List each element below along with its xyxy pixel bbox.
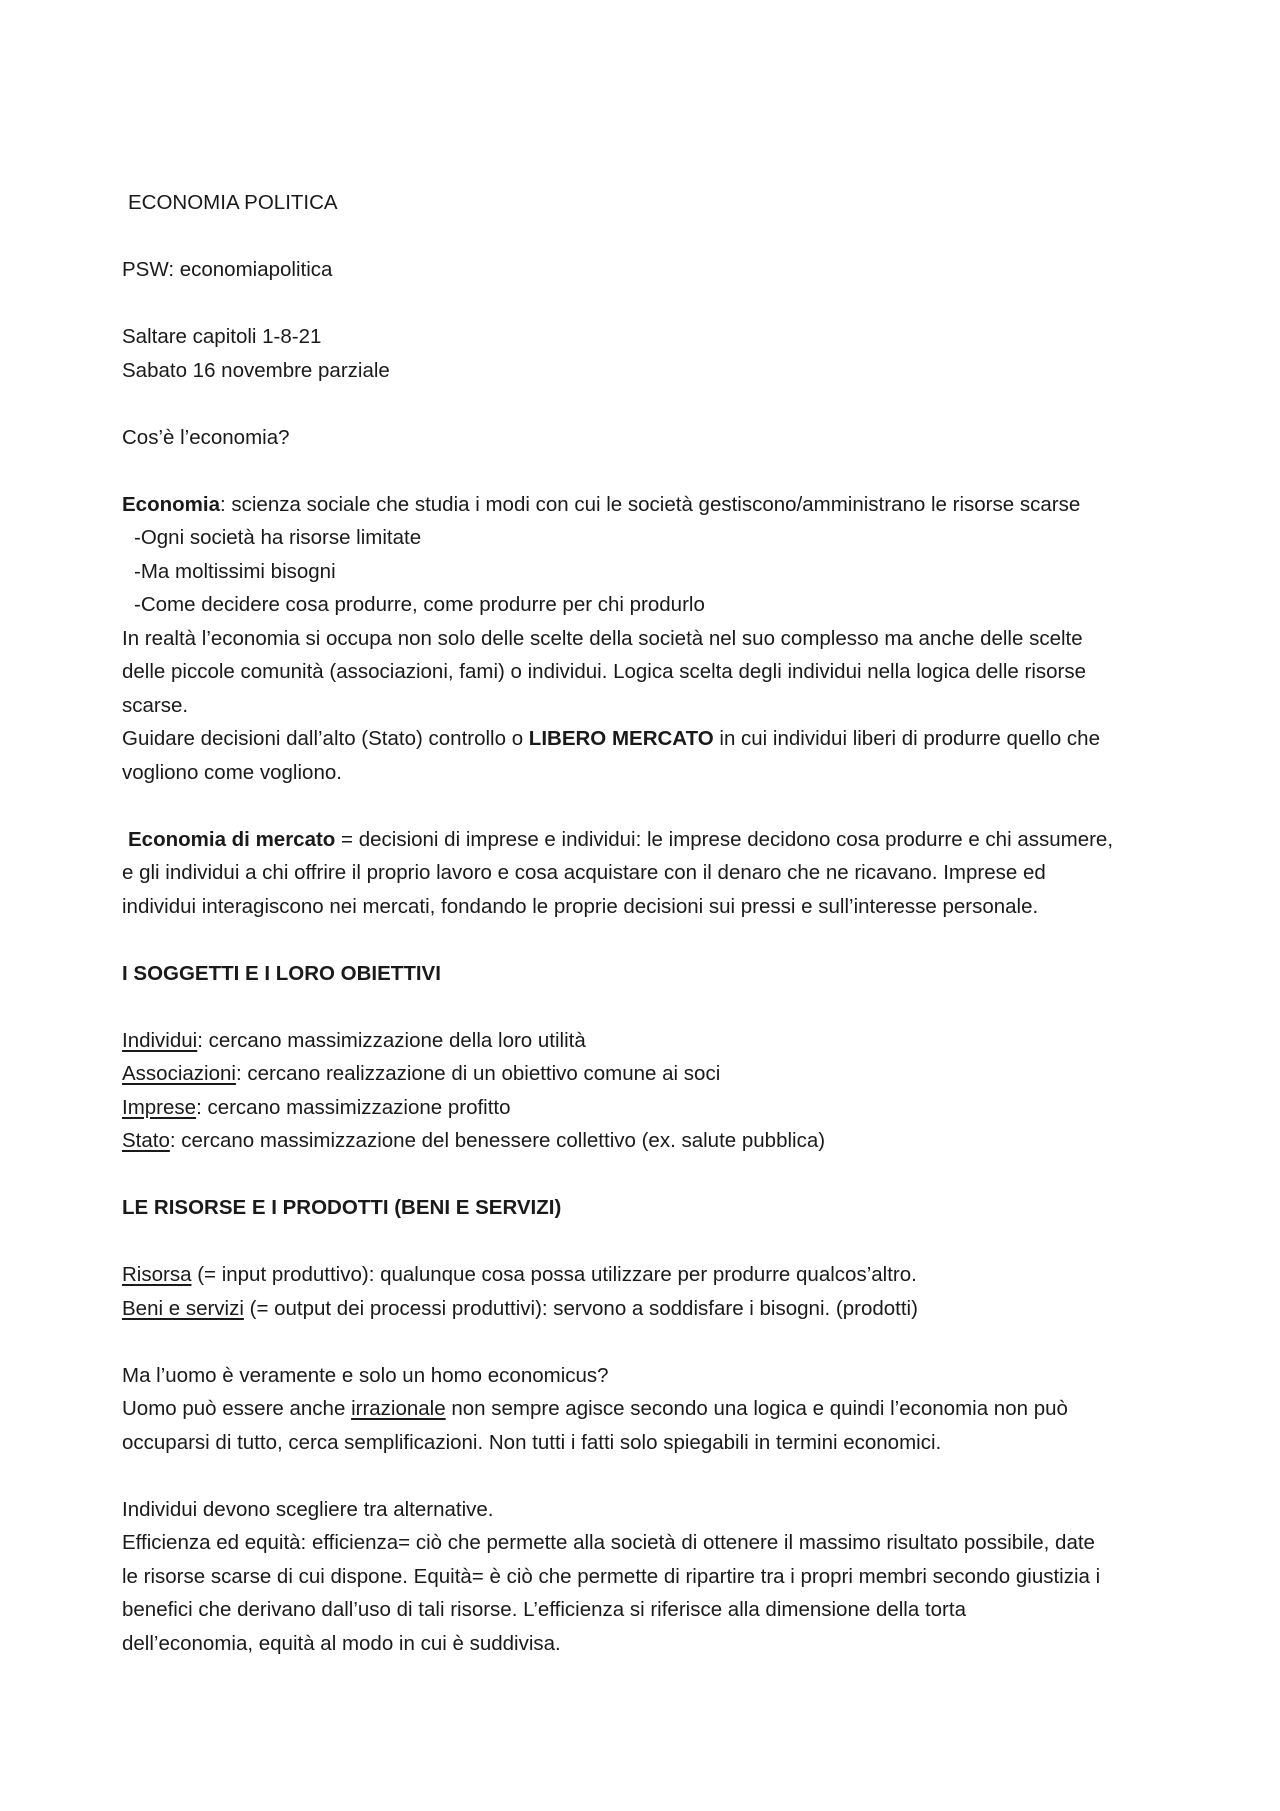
paragraph-line: e gli individui a chi offrire il proprio lavoro e cosa acquistare con il denaro che ne ricavano. Imprese ed xyxy=(122,861,1046,884)
paragraph-line: In realtà l’economia si occupa non solo delle scelte della società nel suo complesso ma anche delle scelte xyxy=(122,626,1083,650)
mercato-line1-text: = decisioni di imprese e individui: le imprese decidono cosa produrre e chi assumere, xyxy=(335,827,1114,851)
paragraph-line: benefici che derivano dall’uso di tali risorse. L’efficienza si riferisce alla dimensione della torta xyxy=(122,1598,966,1621)
irrazionale-term: irrazionale xyxy=(351,1397,446,1420)
exam-date-line: Sabato 16 novembre parziale xyxy=(122,358,390,382)
paragraph-line: dell’economia, equità al modo in cui è suddivisa. xyxy=(122,1631,561,1655)
soggetti-term: Individui xyxy=(122,1028,198,1052)
paragraph-line: le risorse scarse di cui dispone. Equità= è ciò che permette di ripartire tra i propri membri secondo giustizia i xyxy=(122,1564,1101,1588)
spacer xyxy=(122,1325,1182,1359)
homo-pre: Uomo può essere anche xyxy=(122,1397,352,1420)
homo-question: Ma l’uomo è veramente e solo un homo economicus? xyxy=(122,1363,609,1387)
risorse-item xyxy=(122,1292,1182,1326)
soggetti-item xyxy=(122,1124,1182,1158)
soggetti-text: : cercano massimizzazione della loro utilità xyxy=(197,1028,586,1052)
soggetti-heading: I SOGGETTI E I LORO OBIETTIVI xyxy=(122,961,441,985)
risorse-heading: LE RISORSE E I PRODOTTI (BENI E SERVIZI) xyxy=(122,1196,562,1219)
soggetti-item xyxy=(122,1057,1182,1091)
spacer xyxy=(122,1225,1182,1259)
spacer xyxy=(122,1158,1182,1192)
spacer xyxy=(122,923,1182,957)
paragraph-line: vogliono come vogliono. xyxy=(122,760,342,784)
paragraph-line: Individui devono scegliere tra alternative. xyxy=(122,1497,494,1521)
spacer xyxy=(122,387,1182,421)
guidare-post: in cui individui liberi di produrre quello che xyxy=(713,727,1100,750)
mercato-line xyxy=(122,823,1182,857)
skip-chapters-line: Saltare capitoli 1-8-21 xyxy=(122,325,322,348)
soggetti-item xyxy=(122,1024,1182,1058)
spacer xyxy=(122,789,1182,823)
soggetti-term: Imprese xyxy=(122,1095,197,1119)
mercato-term: Economia di mercato xyxy=(128,827,336,851)
soggetti-text: : cercano massimizzazione profitto xyxy=(196,1095,511,1119)
password-line: PSW: economiapolitica xyxy=(122,258,333,281)
soggetti-text: : cercano realizzazione di un obiettivo comune ai soci xyxy=(235,1062,721,1085)
document-title: ECONOMIA POLITICA xyxy=(128,191,338,214)
bullet-item: -Come decidere cosa produrre, come produrre per chi produrlo xyxy=(134,593,705,616)
economia-definition xyxy=(122,488,1182,522)
soggetti-text: : cercano massimizzazione del benessere collettivo (ex. salute pubblica) xyxy=(169,1129,826,1152)
soggetti-term: Associazioni xyxy=(122,1062,236,1085)
risorse-term: Risorsa xyxy=(122,1263,192,1286)
guidare-pre: Guidare decisioni dall’alto (Stato) controllo o xyxy=(122,727,529,750)
risorse-text: (= input produttivo): qualunque cosa possa utilizzare per produrre qualcos’altro. xyxy=(191,1263,917,1286)
homo-post: non sempre agisce secondo una logica e quindi l’economia non può xyxy=(445,1397,1068,1420)
paragraph-line: scarse. xyxy=(122,693,189,717)
soggetti-term: Stato xyxy=(122,1129,170,1152)
soggetti-item xyxy=(122,1091,1182,1125)
paragraph-line: individui interagiscono nei mercati, fondando le proprie decisioni sui pressi e sull’interesse personale. xyxy=(122,894,1039,918)
risorse-item xyxy=(122,1258,1182,1292)
spacer xyxy=(122,1459,1182,1493)
paragraph-line: occuparsi di tutto, cerca semplificazioni. Non tutti i fatti solo spiegabili in termini economici. xyxy=(122,1430,942,1454)
paragraph-line: Efficienza ed equità: efficienza= ciò che permette alla società di ottenere il massimo risultato possibile, date xyxy=(122,1531,1095,1554)
paragraph-line: delle piccole comunità (associazioni, fami) o individui. Logica scelta degli individui nella logica delle risorse xyxy=(122,660,1087,683)
risorse-text: (= output dei processi produttivi): servono a soddisfare i bisogni. (prodotti) xyxy=(243,1296,918,1320)
spacer xyxy=(122,454,1182,488)
risorse-term: Beni e servizi xyxy=(122,1296,244,1320)
question-line: Cos’è l’economia? xyxy=(122,425,290,449)
economia-term: Economia xyxy=(122,492,220,516)
spacer xyxy=(122,220,1182,254)
document-page xyxy=(122,186,1182,1660)
spacer xyxy=(122,287,1182,321)
bullet-item: -Ogni società ha risorse limitate xyxy=(134,526,422,549)
homo-line xyxy=(122,1392,1182,1426)
guidare-line xyxy=(122,722,1182,756)
bullet-item: -Ma moltissimi bisogni xyxy=(134,559,336,583)
libero-mercato-term: LIBERO MERCATO xyxy=(528,727,714,750)
economia-definition-text: : scienza sociale che studia i modi con cui le società gestiscono/amministrano le risorse scarse xyxy=(219,492,1081,516)
spacer xyxy=(122,990,1182,1024)
